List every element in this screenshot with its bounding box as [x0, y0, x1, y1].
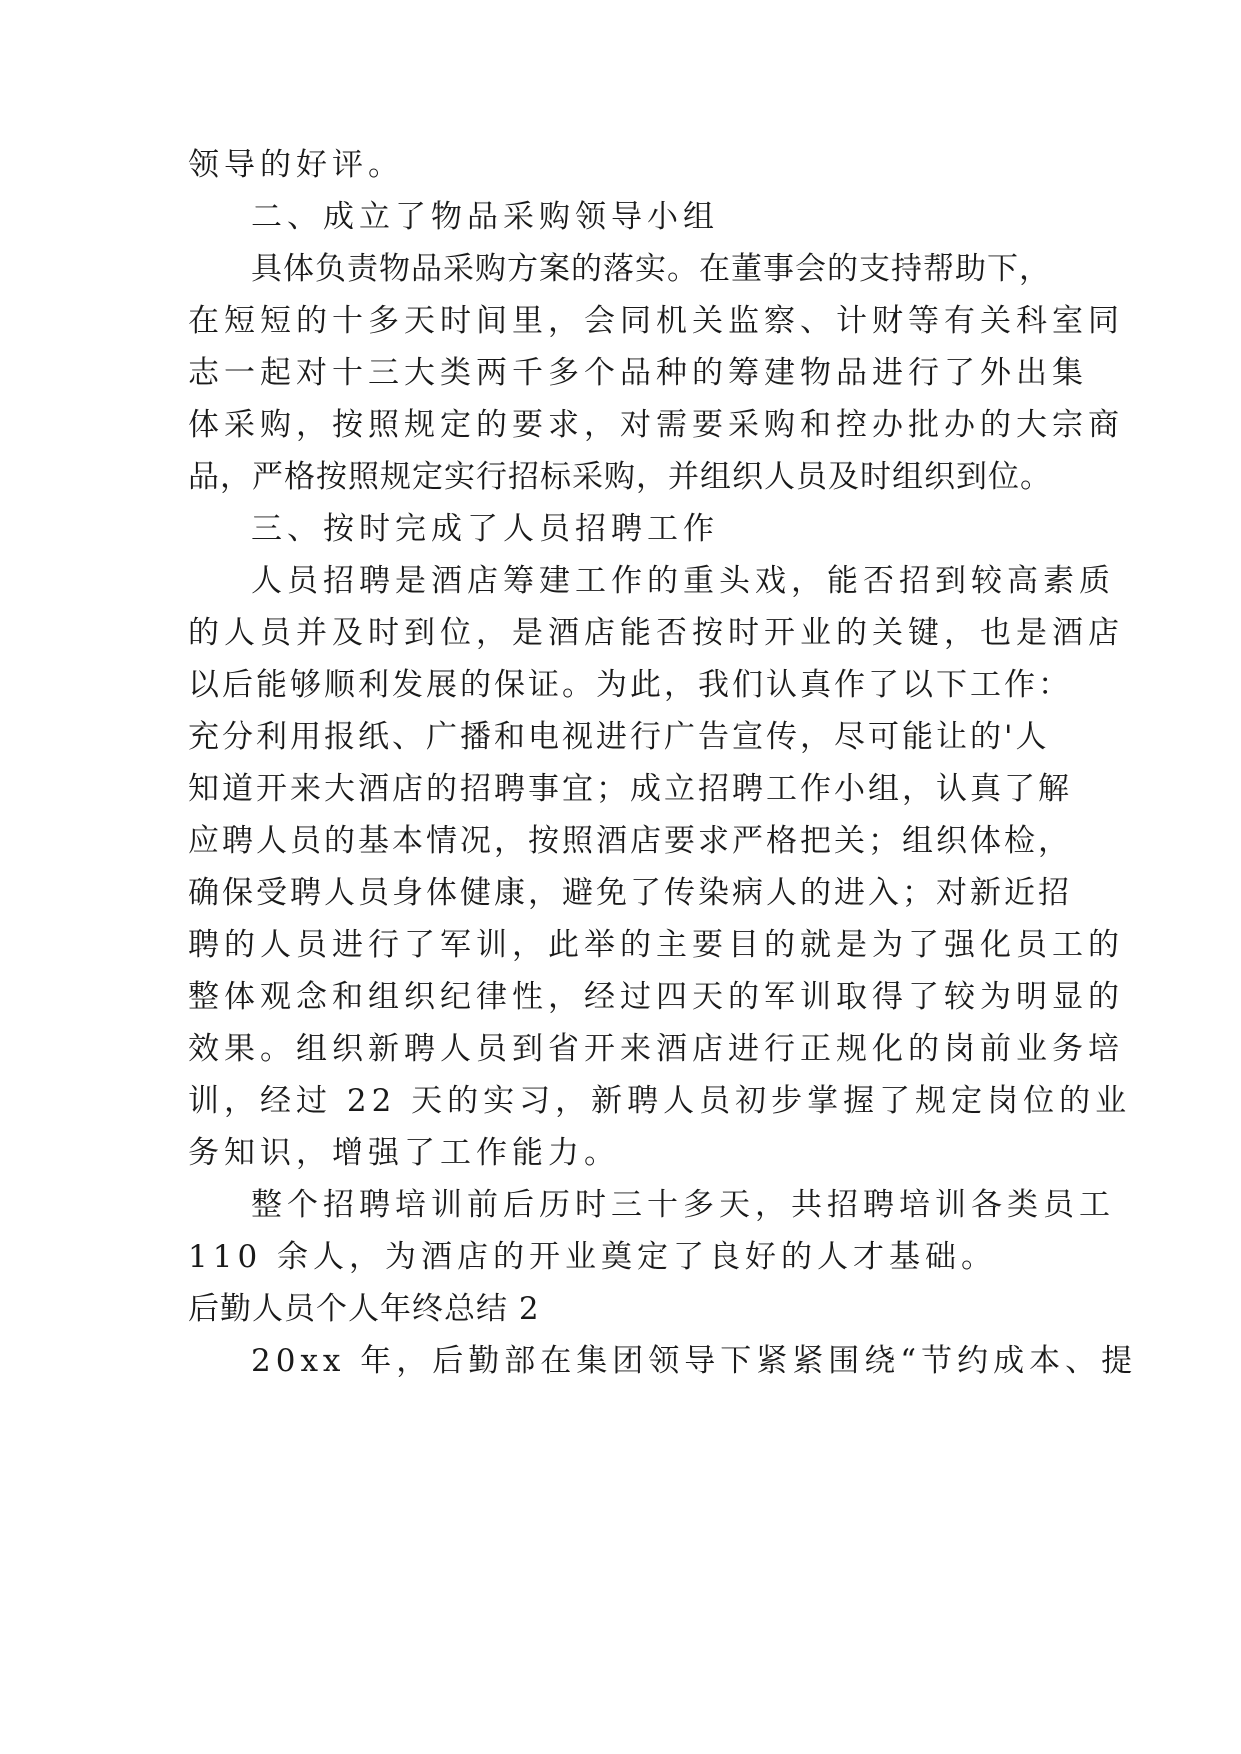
document-title: 后勤人员个人年终总结 2	[188, 1291, 540, 1327]
paragraph-line: 应聘人员的基本情况，按照酒店要求严格把关；组织体检，	[188, 823, 1072, 859]
paragraph-line: 志一起对十三大类两千多个品种的筹建物品进行了外出集	[188, 355, 1088, 391]
paragraph-line: 聘的人员进行了军训，此举的主要目的就是为了强化员工的	[188, 927, 1124, 963]
paragraph-line: 的人员并及时到位，是酒店能否按时开业的关键，也是酒店	[188, 615, 1124, 651]
paragraph-line: 20xx 年，后勤部在集团领导下紧紧围绕“节约成本、提	[251, 1343, 1138, 1379]
paragraph-line: 在短短的十多天时间里，会同机关监察、计财等有关科室同	[188, 303, 1124, 339]
paragraph-line: 效果。组织新聘人员到省开来酒店进行正规化的岗前业务培	[188, 1031, 1124, 1067]
section-heading: 三、按时完成了人员招聘工作	[251, 511, 719, 547]
paragraph-line: 知道开来大酒店的招聘事宜；成立招聘工作小组，认真了解	[188, 771, 1072, 807]
paragraph-line: 以后能够顺利发展的保证。为此，我们认真作了以下工作：	[188, 667, 1072, 703]
paragraph-line: 充分利用报纸、广播和电视进行广告宣传，尽可能让的'人	[188, 719, 1050, 755]
paragraph-line: 确保受聘人员身体健康，避免了传染病人的进入；对新近招	[188, 875, 1072, 911]
paragraph-line: 人员招聘是酒店筹建工作的重头戏，能否招到较高素质	[251, 563, 1115, 599]
paragraph-line: 领导的好评。	[188, 147, 404, 183]
paragraph-line: 训，经过 22 天的实习，新聘人员初步掌握了规定岗位的业	[188, 1083, 1132, 1119]
paragraph-line: 整体观念和组织纪律性，经过四天的军训取得了较为明显的	[188, 979, 1124, 1015]
paragraph-line: 品，严格按照规定实行招标采购，并组织人员及时组织到位。	[188, 459, 1052, 495]
section-heading: 二、成立了物品采购领导小组	[251, 199, 719, 235]
paragraph-line: 110 余人，为酒店的开业奠定了良好的人才基础。	[188, 1239, 998, 1275]
paragraph-line: 体采购，按照规定的要求，对需要采购和控办批办的大宗商	[188, 407, 1124, 443]
paragraph-line: 整个招聘培训前后历时三十多天，共招聘培训各类员工	[251, 1187, 1115, 1223]
paragraph-line: 具体负责物品采购方案的落实。在董事会的支持帮助下，	[251, 251, 1051, 287]
paragraph-line: 务知识，增强了工作能力。	[188, 1135, 620, 1171]
